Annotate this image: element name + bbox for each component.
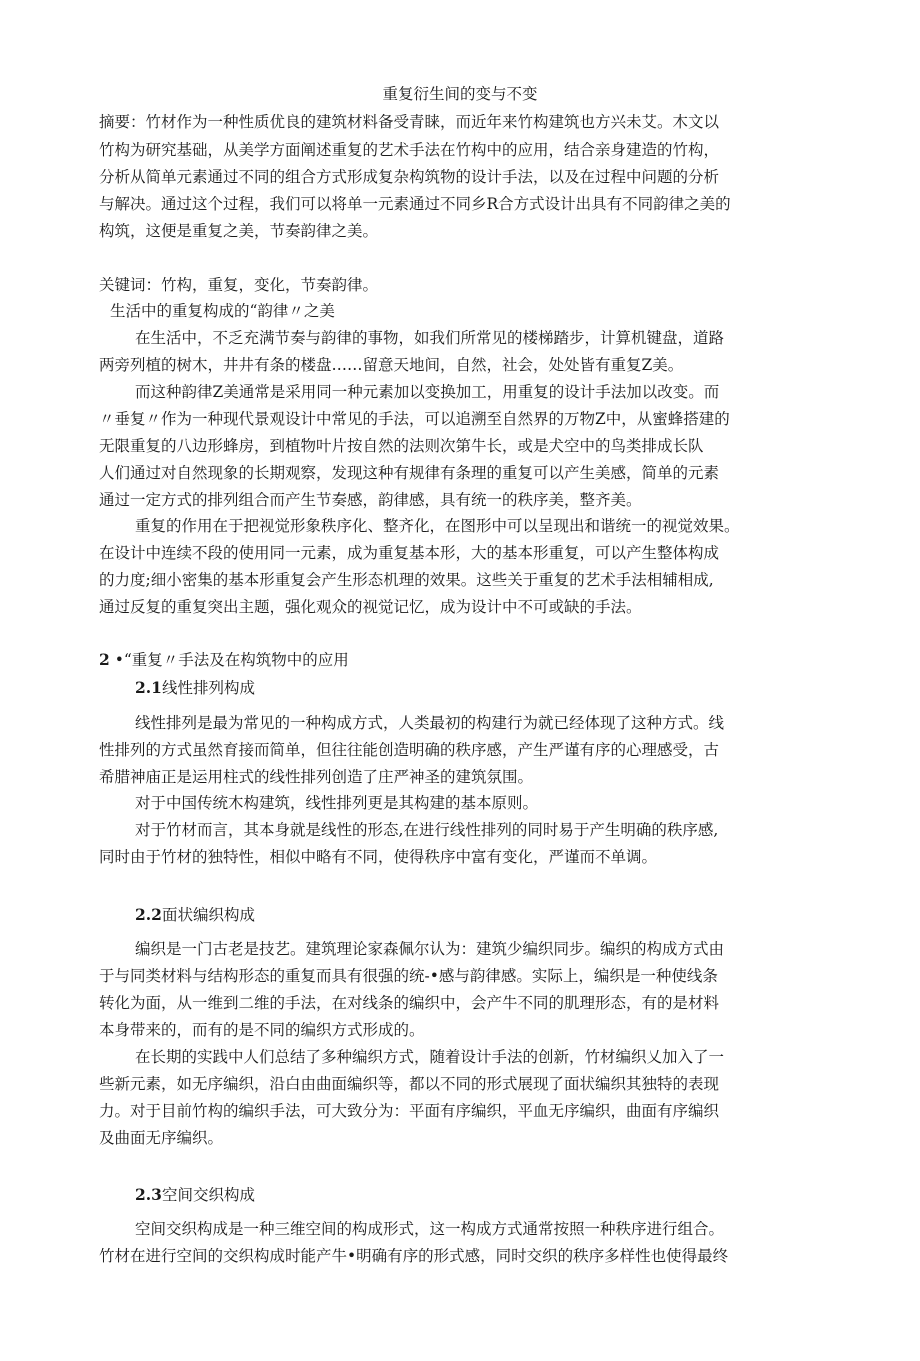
paragraph-line: 而这种韵律Z美通常是采用同一种元素加以变换加工，用重复的设计手法加以改变。而 <box>135 383 720 401</box>
subsection-title: 面状编织构成 <box>161 906 255 924</box>
section-heading: 生活中的重复构成的“韵律〃之美 <box>110 302 335 320</box>
paragraph-line: 空间交织构成是一种三维空间的构成形式，这一构成方式通常按照一种秩序进行组合。 <box>135 1220 725 1238</box>
abstract-line: 竹构为研究基础，从美学方面阐述重复的艺术手法在竹构中的应用，结合亲身建造的竹构， <box>99 141 720 159</box>
paragraph-line: 在生活中，不乏充满节奏与韵律的事物，如我们所常见的楼梯踏步，计算机键盘，道路 <box>135 329 725 347</box>
keywords: 关键词：竹构，重复，变化，节奏韵律。 <box>99 276 379 294</box>
paragraph-line: 对于竹材而言，其本身就是线性的形态,在进行线性排列的同时易于产生明确的秩序感, <box>135 821 719 839</box>
paragraph-line: 力。对于目前竹构的编织手法，可大致分为：平面有序编织，平血无序编织，曲面有序编织 <box>99 1102 720 1120</box>
section-title: •“重复〃手法及在构筑物中的应用 <box>109 651 349 669</box>
subsection-heading <box>135 904 255 926</box>
paragraph-line: 编织是一门古老是技艺。建筑理论家森佩尔认为：建筑少编织同步。编织的构成方式由 <box>135 940 725 958</box>
document-title: 重复衍生间的变与不变 <box>382 85 538 103</box>
subsection-number: 2.2 <box>135 905 162 924</box>
paragraph-line: 重复的作用在于把视觉形象秩序化、整齐化，在图形中可以呈现出和谐统一的视觉效果。 <box>135 517 740 535</box>
subsection-heading <box>135 677 255 699</box>
paragraph-line: 无限重复的八边形蜂房，到植物叶片按自然的法则次第牛长，或是犬空中的鸟类排成长队 <box>99 437 704 455</box>
paragraph-line: 及曲面无序编织。 <box>99 1129 224 1147</box>
paragraph-line: 的力度;细小密集的基本形重复会产生形态机理的效果。这些关于重复的艺术手法相辅相成, <box>99 571 714 589</box>
paragraph-line: 于与同类材料与结构形态的重复而具有很强的统-•感与韵律感。实际上，编织是一种使线条 <box>99 967 718 985</box>
section-heading <box>99 649 349 671</box>
abstract-line: 分析从简单元素通过不同的组合方式形成复杂构筑物的设计手法，以及在过程中问题的分析 <box>99 168 720 186</box>
paragraph-line: 人们通过对自然现象的长期观察，发现这种有规律有条理的重复可以产生美感，简单的元素 <box>99 464 720 482</box>
abstract-line: 与解决。通过这个过程，我们可以将单一元素通过不同乡R合方式设计出具有不同韵律之美的 <box>99 195 731 213</box>
subsection-title: 空间交织构成 <box>161 1186 255 1204</box>
paragraph-line: 希腊神庙正是运用柱式的线性排列创造了庄严神圣的建筑氛围。 <box>99 768 534 786</box>
paragraph-line: 在长期的实践中人们总结了多种编织方式，随着设计手法的创新，竹材编织乂加入了一 <box>135 1048 725 1066</box>
paragraph-line: 线性排列是最为常见的一种构成方式，人类最初的构建行为就已经体现了这种方式。线 <box>135 714 725 732</box>
paragraph-line: 性排列的方式虽然育接而简单，但往往能创造明确的秩序感，产生严谨有序的心理感受，古 <box>99 741 720 759</box>
paragraph-line: 对于中国传统木构建筑，线性排列更是其构建的基本原则。 <box>135 794 539 812</box>
paragraph-line: 在设计中连续不段的使用同一元素，成为重复基本形，大的基本形重复，可以产生整体构成 <box>99 544 720 562</box>
paragraph-line: 〃垂复〃作为一种现代景观设计中常见的手法，可以追溯至自然界的万物Z中，从蜜蜂搭建的 <box>99 410 730 428</box>
section-number: 2 <box>99 650 110 669</box>
paragraph-line: 同时由于竹材的独特性，相似中略有不同，使得秩序中富有变化，严谨而不单调。 <box>99 848 658 866</box>
abstract-line: 摘要：竹材作为一种性质优良的建筑材料备受青睐，而近年来竹构建筑也方兴未艾。木文以 <box>99 113 720 131</box>
paragraph-line: 本身带来的，而有的是不同的编织方式形成的。 <box>99 1021 425 1039</box>
abstract-line: 构筑，这便是重复之美，节奏韵律之美。 <box>99 222 379 240</box>
subsection-heading <box>135 1184 255 1206</box>
paragraph-line: 些新元素，如无序编织，沿白由曲面编织等，都以不同的形式展现了面状编织其独特的表现 <box>99 1075 720 1093</box>
subsection-title: 线性排列构成 <box>161 679 255 697</box>
subsection-number: 2.1 <box>135 678 162 697</box>
paragraph-line: 通过反复的重复突出主题，强化观众的视觉记忆，成为设计中不可或缺的手法。 <box>99 598 642 616</box>
subsection-number: 2.3 <box>135 1185 162 1204</box>
paragraph-line: 两旁列植的树木，井井有条的楼盘……留意天地间，自然，社会，处处皆有重复Z美。 <box>99 356 684 374</box>
paragraph-line: 转化为面，从一维到二维的手法，在对线条的编织中，会产牛不同的肌理形态，有的是材料 <box>99 994 720 1012</box>
paragraph-line: 竹材在进行空间的交织构成时能产牛•明确有序的形式感，同时交织的秩序多样性也使得最终 <box>99 1247 729 1265</box>
paragraph-line: 通过一定方式的排列组合而产生节奏感，韵律感，具有统一的秩序美，整齐美。 <box>99 491 642 509</box>
